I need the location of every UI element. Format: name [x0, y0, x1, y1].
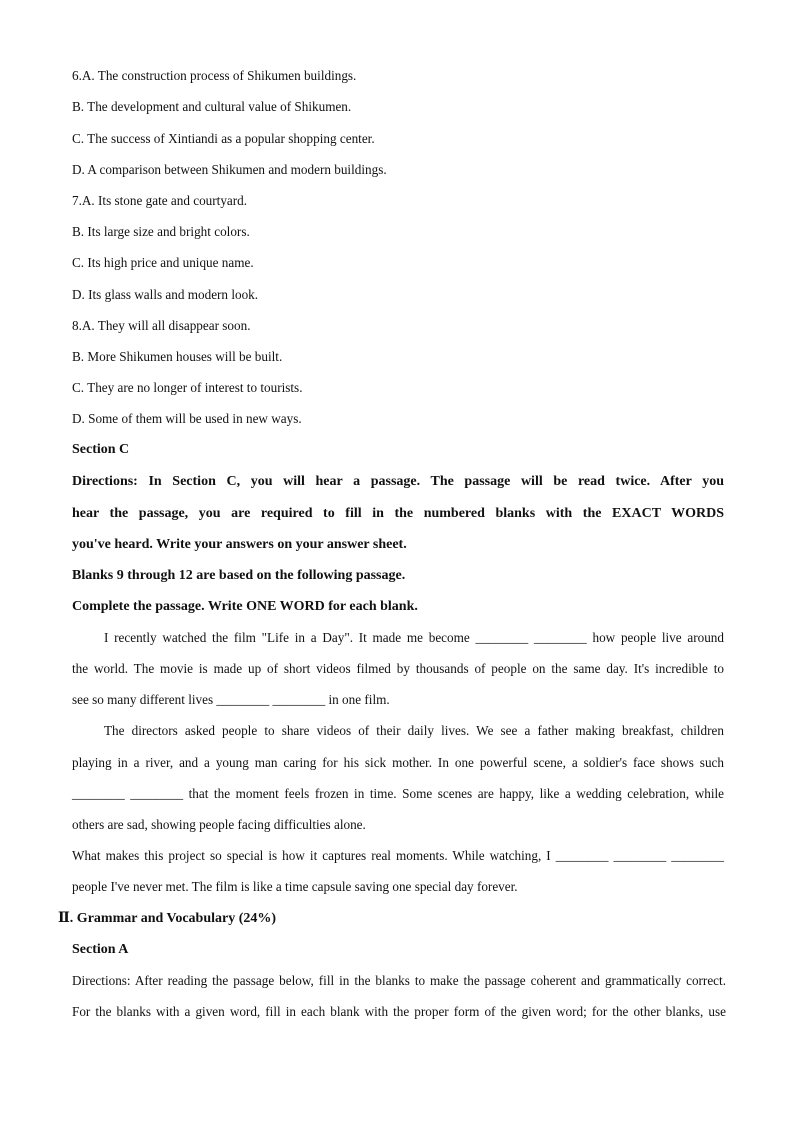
question-7-option-d: D. Its glass walls and modern look. — [72, 287, 259, 302]
question-7-option-b: B. Its large size and bright colors. — [72, 224, 250, 239]
passage-paragraph-3-line-2: people I've never met. The film is like a time capsule saving one special day forever. — [72, 879, 518, 894]
question-8-option-c: C. They are no longer of interest to tourists. — [72, 380, 303, 395]
passage-paragraph-2-line-2: playing in a river, and a young man caring for his sick mother. In one powerful scene, a soldier's face shows such — [72, 755, 724, 770]
section-c-directions-line-1: Directions: In Section C, you will hear a passage. The passage will be read twice. After you — [72, 474, 724, 489]
section-c-heading: Section C — [72, 442, 130, 457]
section-c-directions-line-2: hear the passage, you are required to fill in the numbered blanks with the EXACT WORDS — [72, 506, 724, 521]
question-6-option-a: 6.A. The construction process of Shikumen buildings. — [72, 68, 357, 83]
question-7-option-a: 7.A. Its stone gate and courtyard. — [72, 193, 248, 208]
section-c-directions-line-3: you've heard. Write your answers on your answer sheet. — [72, 537, 407, 552]
question-8-option-d: D. Some of them will be used in new ways. — [72, 411, 302, 426]
question-7-option-c: C. Its high price and unique name. — [72, 255, 254, 270]
question-6-option-c: C. The success of Xintiandi as a popular shopping center. — [72, 131, 375, 146]
question-8-option-b: B. More Shikumen houses will be built. — [72, 349, 283, 364]
question-6-option-b: B. The development and cultural value of Shikumen. — [72, 99, 352, 114]
passage-paragraph-1-line-1: I recently watched the film "Life in a Day". It made me become ________ ________ how people live around — [104, 630, 724, 645]
section-a-heading: Section A — [72, 942, 129, 957]
passage-paragraph-1-line-3: see so many different lives ________ ________ in one film. — [72, 692, 390, 707]
passage-paragraph-2-line-4: others are sad, showing people facing difficulties alone. — [72, 817, 366, 832]
passage-paragraph-2-line-3: ________ ________ that the moment feels frozen in time. Some scenes are happy, like a wedding celebration, while — [72, 786, 724, 801]
blanks-note: Blanks 9 through 12 are based on the following passage. — [72, 568, 406, 583]
part-2-heading: Ⅱ. Grammar and Vocabulary (24%) — [58, 911, 277, 926]
complete-note: Complete the passage. Write ONE WORD for each blank. — [72, 599, 418, 614]
passage-paragraph-1-line-2: the world. The movie is made up of short videos filmed by thousands of people on the same day. It's incredible to — [72, 661, 724, 676]
question-8-option-a: 8.A. They will all disappear soon. — [72, 318, 251, 333]
question-6-option-d: D. A comparison between Shikumen and modern buildings. — [72, 162, 387, 177]
section-a-directions-line-2: For the blanks with a given word, fill in each blank with the proper form of the given word; for the other blanks, use — [72, 1004, 726, 1019]
section-a-directions-line-1: Directions: After reading the passage below, fill in the blanks to make the passage coherent and grammatically correct. — [72, 973, 726, 988]
passage-paragraph-2-line-1: The directors asked people to share videos of their daily lives. We see a father making breakfast, children — [104, 723, 724, 738]
passage-paragraph-3-line-1: What makes this project so special is how it captures real moments. While watching, I ________ ________ ________ — [72, 848, 724, 863]
